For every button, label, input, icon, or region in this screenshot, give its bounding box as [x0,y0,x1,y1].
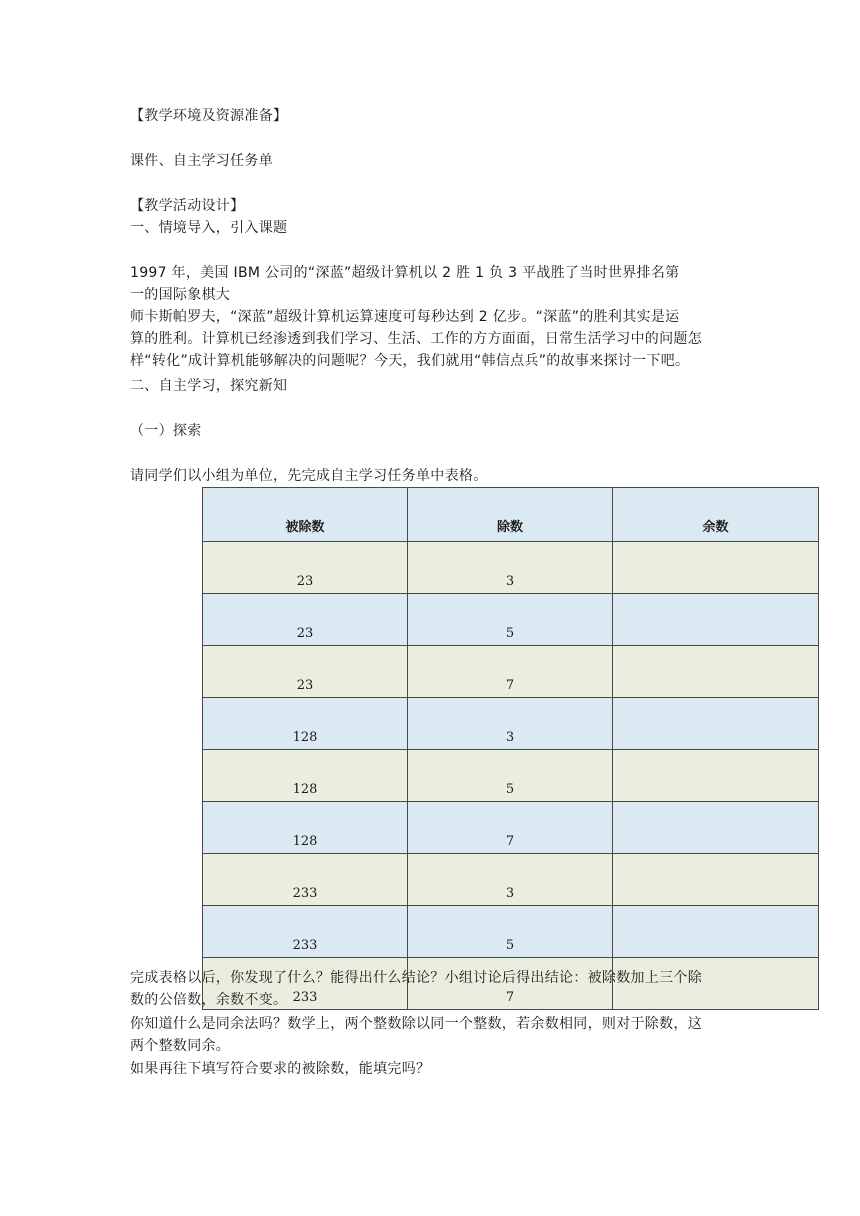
congruence-paragraph [130,1013,735,1057]
divisor-cell: 5 [408,750,613,802]
dividend-cell: 128 [203,802,408,854]
intro-paragraph [130,262,735,372]
congruence-line: 你知道什么是同余法吗？数学上，两个整数除以同一个整数，若余数相同，则对于除数，这 [130,1016,702,1032]
table-row [203,646,819,698]
dividend-cell: 23 [203,594,408,646]
table-row [203,594,819,646]
dividend-cell: 128 [203,750,408,802]
table-row [203,854,819,906]
dividend-cell: 233 [203,854,408,906]
explore-heading: （一）探索 [130,423,202,439]
header-remainder: 余数 [613,488,819,542]
env-heading: 【教学环境及资源准备】 [130,108,288,124]
remainder-cell[interactable] [613,750,819,802]
remainder-cell[interactable] [613,854,819,906]
header-divisor: 除数 [408,488,613,542]
divisor-cell: 7 [408,802,613,854]
part2-heading: 二、自主学习，探究新知 [130,378,288,394]
intro-line: 样“转化”成计算机能够解决的问题呢？今天，我们就用“韩信点兵”的故事来探讨一下吧。 [130,353,690,369]
divisor-cell: 3 [408,698,613,750]
divisor-cell: 3 [408,542,613,594]
dividend-cell: 233 [203,906,408,958]
intro-line: 1997 年，美国 IBM 公司的“深蓝”超级计算机以 2 胜 1 负 3 平战胜了当时世界排名第 [130,265,680,281]
header-dividend: 被除数 [203,488,408,542]
divisor-cell: 5 [408,906,613,958]
conclusion-paragraph [130,967,735,1011]
env-body: 课件、自主学习任务单 [130,153,273,169]
divisor-cell: 3 [408,854,613,906]
divisor-cell: 5 [408,594,613,646]
design-heading: 【教学活动设计】 [130,198,245,214]
congruence-line: 两个整数同余。 [130,1038,231,1054]
remainder-cell[interactable] [613,542,819,594]
table-row [203,750,819,802]
remainder-cell[interactable] [613,646,819,698]
dividend-cell: 23 [203,542,408,594]
table-header-row [203,488,819,542]
intro-line: 一的国际象棋大 [130,287,231,303]
table-row [203,698,819,750]
table-row [203,802,819,854]
part1-heading: 一、情境导入，引入课题 [130,220,288,236]
division-table [202,487,819,1010]
conclusion-line: 数的公倍数，余数不变。 [130,992,288,1008]
divisor-cell: 7 [408,958,613,1010]
remainder-cell[interactable] [613,802,819,854]
task-instruction: 请同学们以小组为单位，先完成自主学习任务单中表格。 [130,468,488,484]
conclusion-line: 完成表格以后，你发现了什么？能得出什么结论？小组讨论后得出结论：被除数加上三个除 [130,970,702,986]
table-row [203,906,819,958]
intro-line: 算的胜利。计算机已经渗透到我们学习、生活、工作的方方面面，日常生活学习中的问题怎 [130,331,702,347]
dividend-cell: 23 [203,646,408,698]
intro-line: 师卡斯帕罗夫，“深蓝”超级计算机运算速度可每秒达到 2 亿步。“深蓝”的胜利其实是运 [130,309,680,325]
remainder-cell[interactable] [613,906,819,958]
remainder-cell[interactable] [613,698,819,750]
remainder-cell[interactable] [613,594,819,646]
divisor-cell: 7 [408,646,613,698]
dividend-cell: 128 [203,698,408,750]
question-line: 如果再往下填写符合要求的被除数，能填完吗？ [130,1061,431,1077]
table-row [203,542,819,594]
dividend-cell: 233 [203,958,408,1010]
